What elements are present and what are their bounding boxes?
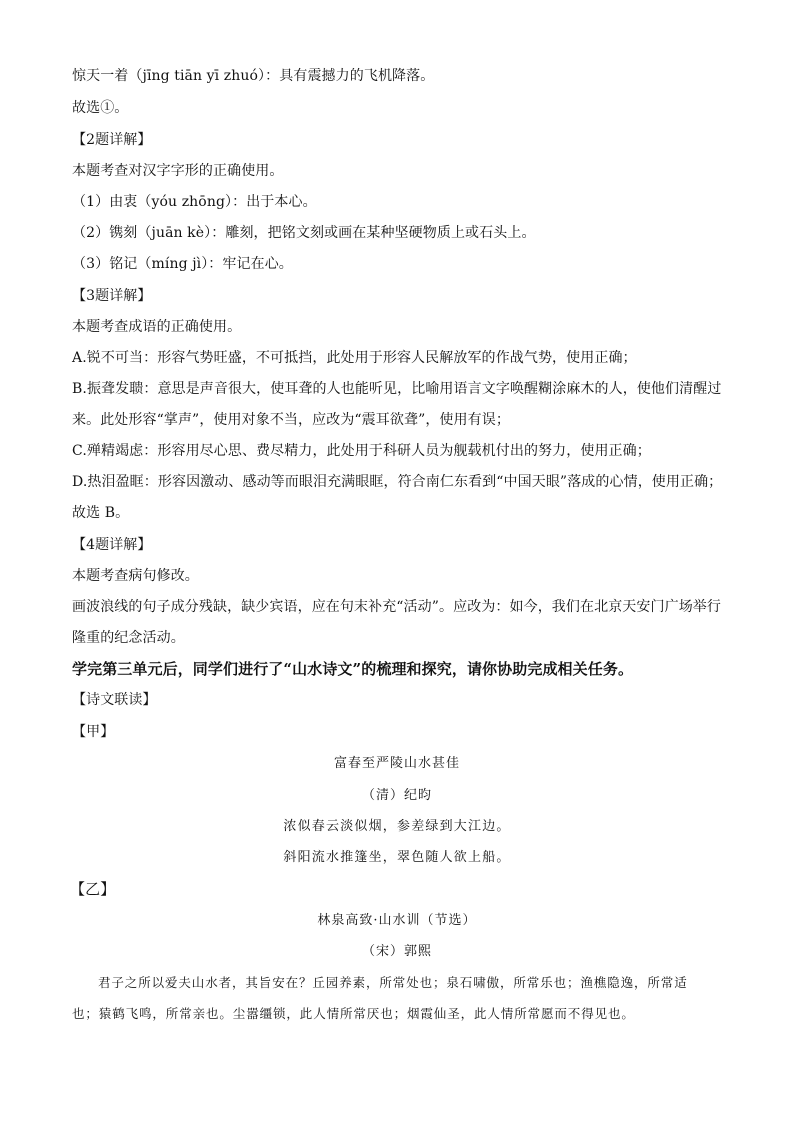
text-line: （3）铭记（míng jì）：牢记在心。 [72,256,293,272]
section-heading-q3: 【3题详解】 [72,288,152,304]
option-d: D.热泪盈眶：形容因激动、感动等而眼泪充满眼眶，符合南仁东看到“中国天眼”落成的心情，使用正确； [72,474,723,490]
option-a: A.锐不可当：形容气势旺盛，不可抵挡，此处用于形容人民解放军的作战气势，使用正确； [72,350,637,366]
option-b-continued: 来。此处形容“掌声”，使用对象不当，应改为“震耳欲聋”，使用有误； [72,412,510,428]
prose-line: 君子之所以爱夫山水者，其旨安在？丘园养素，所常处也；泉石啸傲，所常乐也；渔樵隐逸，所常适 [98,975,688,990]
text-line: 惊天一着（jīng tiān yī zhuó）：具有震撼力的飞机降落。 [72,68,435,84]
prose-title: 林泉高致·山水训（节选） [317,913,477,928]
text-line: 隆重的纪念活动。 [72,630,185,646]
section-heading-q2: 【2题详解】 [72,132,152,148]
prose-author: （宋）郭熙 [361,944,432,959]
poem-author: （清）纪昀 [361,788,432,803]
section-heading-q4: 【4题详解】 [72,537,152,553]
text-line: 本题考查病句修改。 [72,568,199,584]
text-line: 本题考查对汉字字形的正确使用。 [72,163,284,179]
answer-line: 故选①。 [72,100,129,116]
text-line: 画波浪线的句子成分残缺，缺少宾语，应在句末补充“活动”。应改为：如今，我们在北京天安门广场举行 [72,599,722,615]
text-line: 本题考查成语的正确使用。 [72,319,242,335]
poem-title: 富春至严陵山水甚佳 [333,756,460,771]
poem-line: 斜阳流水推篷坐，翠色随人欲上船。 [283,850,511,865]
task-intro: 学完第三单元后，同学们进行了“山水诗文”的梳理和探究，请你协助完成相关任务。 [72,660,634,678]
section-label-yi: 【乙】 [70,880,116,898]
option-c: C.殚精竭虑：形容用尽心思、费尽精力，此处用于科研人员为舰载机付出的努力，使用正确； [72,443,651,459]
answer-line: 故选 B。 [72,505,130,521]
text-line: （1）由衷（yóu zhōng）：出于本心。 [72,194,317,210]
prose-line: 也；猿鹤飞鸣，所常亲也。尘嚣缰锁，此人情所常厌也；烟霞仙圣，此人情所常愿而不得见也。 [72,1006,635,1021]
option-b: B.振聋发聩：意思是声音很大，使耳聋的人也能听见，比喻用语言文字唤醒糊涂麻木的人，使他们清醒过 [72,381,722,397]
poem-line: 浓似春云淡似烟，参差绿到大江边。 [283,819,511,834]
section-heading-reading: 【诗文联读】 [72,692,157,708]
text-line: （2）镌刻（juān kè）：雕刻，把铭文刻或画在某种坚硬物质上或石头上。 [72,225,536,241]
section-label-jia: 【甲】 [72,724,115,740]
